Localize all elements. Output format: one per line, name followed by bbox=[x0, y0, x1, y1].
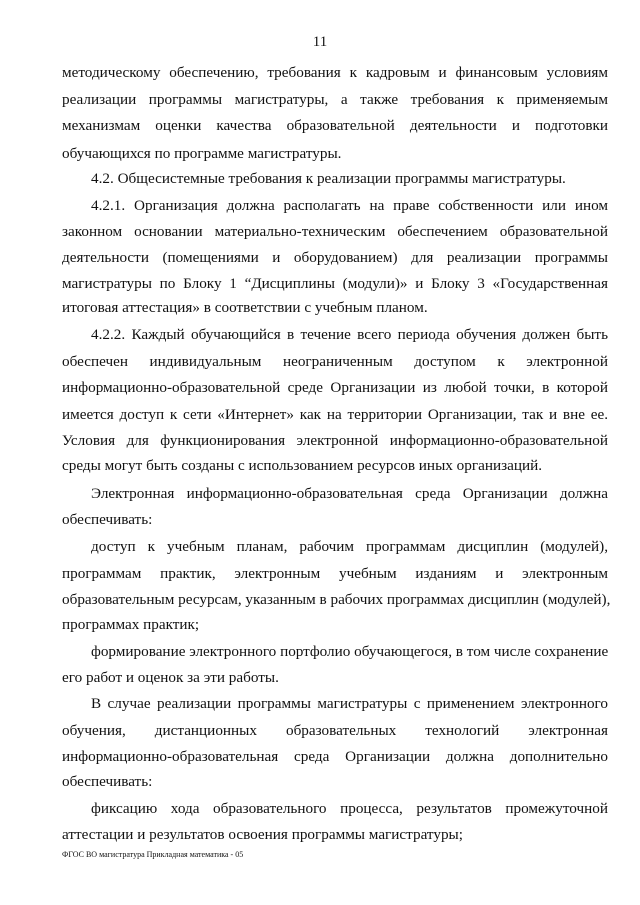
paragraph-line: 4.2.1. Организация должна располагать на праве собственности или ином bbox=[91, 197, 608, 214]
paragraph-line: обеспечивать: bbox=[62, 773, 153, 790]
list-item-line: образовательным ресурсам, указанным в рабочих программах дисциплин (модулей), bbox=[62, 591, 611, 608]
paragraph-line: обучающихся по программе магистратуры. bbox=[62, 145, 342, 162]
list-item-line: программам практик, электронным учебным изданиям и электронным bbox=[62, 565, 608, 582]
paragraph-line: 4.2.2. Каждый обучающийся в течение всего периода обучения должен быть bbox=[91, 326, 608, 343]
page-footer: ФГОС ВО магистратура Прикладная математика - 05 bbox=[62, 850, 244, 859]
paragraph-line: информационно-образовательной среде Организации из любой точки, в которой bbox=[62, 379, 608, 396]
paragraph-line: механизмам оценки качества образовательной деятельности и подготовки bbox=[62, 117, 608, 134]
paragraph-line: методическому обеспечению, требования к кадровым и финансовым условиям bbox=[62, 64, 608, 81]
paragraph-line: обеспечен индивидуальным неограниченным доступом к электронной bbox=[62, 353, 608, 370]
paragraph-line: информационно-образовательная среда Организации должна дополнительно bbox=[62, 748, 608, 765]
paragraph-line: реализации программы магистратуры, а также требования к применяемым bbox=[62, 91, 608, 108]
list-item-line: программах практик; bbox=[62, 616, 200, 633]
paragraph-line: Условия для функционирования электронной информационно-образовательной bbox=[62, 432, 608, 449]
list-item-line: формирование электронного портфолио обучающегося, в том числе сохранение bbox=[91, 643, 609, 660]
paragraph-line: законном основании материально-техническим обеспечением образовательной bbox=[62, 223, 608, 240]
paragraph-line: обеспечивать: bbox=[62, 511, 153, 528]
paragraph-line: Электронная информационно-образовательная среда Организации должна bbox=[91, 485, 608, 502]
paragraph-line: магистратуры по Блоку 1 “Дисциплины (модули)» и Блоку 3 «Государственная bbox=[62, 275, 608, 292]
paragraph-line: В случае реализации программы магистратуры с применением электронного bbox=[91, 695, 608, 712]
paragraph-line: итоговая аттестация» в соответствии с учебным планом. bbox=[62, 299, 428, 316]
page-number: 11 bbox=[312, 34, 328, 50]
paragraph-line: среды могут быть созданы с использованием ресурсов иных организаций. bbox=[62, 457, 542, 474]
paragraph-line: имеется доступ к сети «Интернет» как на территории Организации, так и вне ее. bbox=[62, 406, 608, 423]
paragraph-line: деятельности (помещениями и оборудованием) для реализации программы bbox=[62, 249, 608, 266]
list-item-line: аттестации и результатов освоения программы магистратуры; bbox=[62, 826, 463, 843]
list-item-line: фиксацию хода образовательного процесса, результатов промежуточной bbox=[91, 800, 608, 817]
list-item-line: доступ к учебным планам, рабочим программам дисциплин (модулей), bbox=[91, 538, 608, 555]
list-item-line: его работ и оценок за эти работы. bbox=[62, 669, 279, 686]
paragraph-line: обучения, дистанционных образовательных технологий электронная bbox=[62, 722, 608, 739]
section-heading: 4.2. Общесистемные требования к реализации программы магистратуры. bbox=[91, 170, 566, 187]
